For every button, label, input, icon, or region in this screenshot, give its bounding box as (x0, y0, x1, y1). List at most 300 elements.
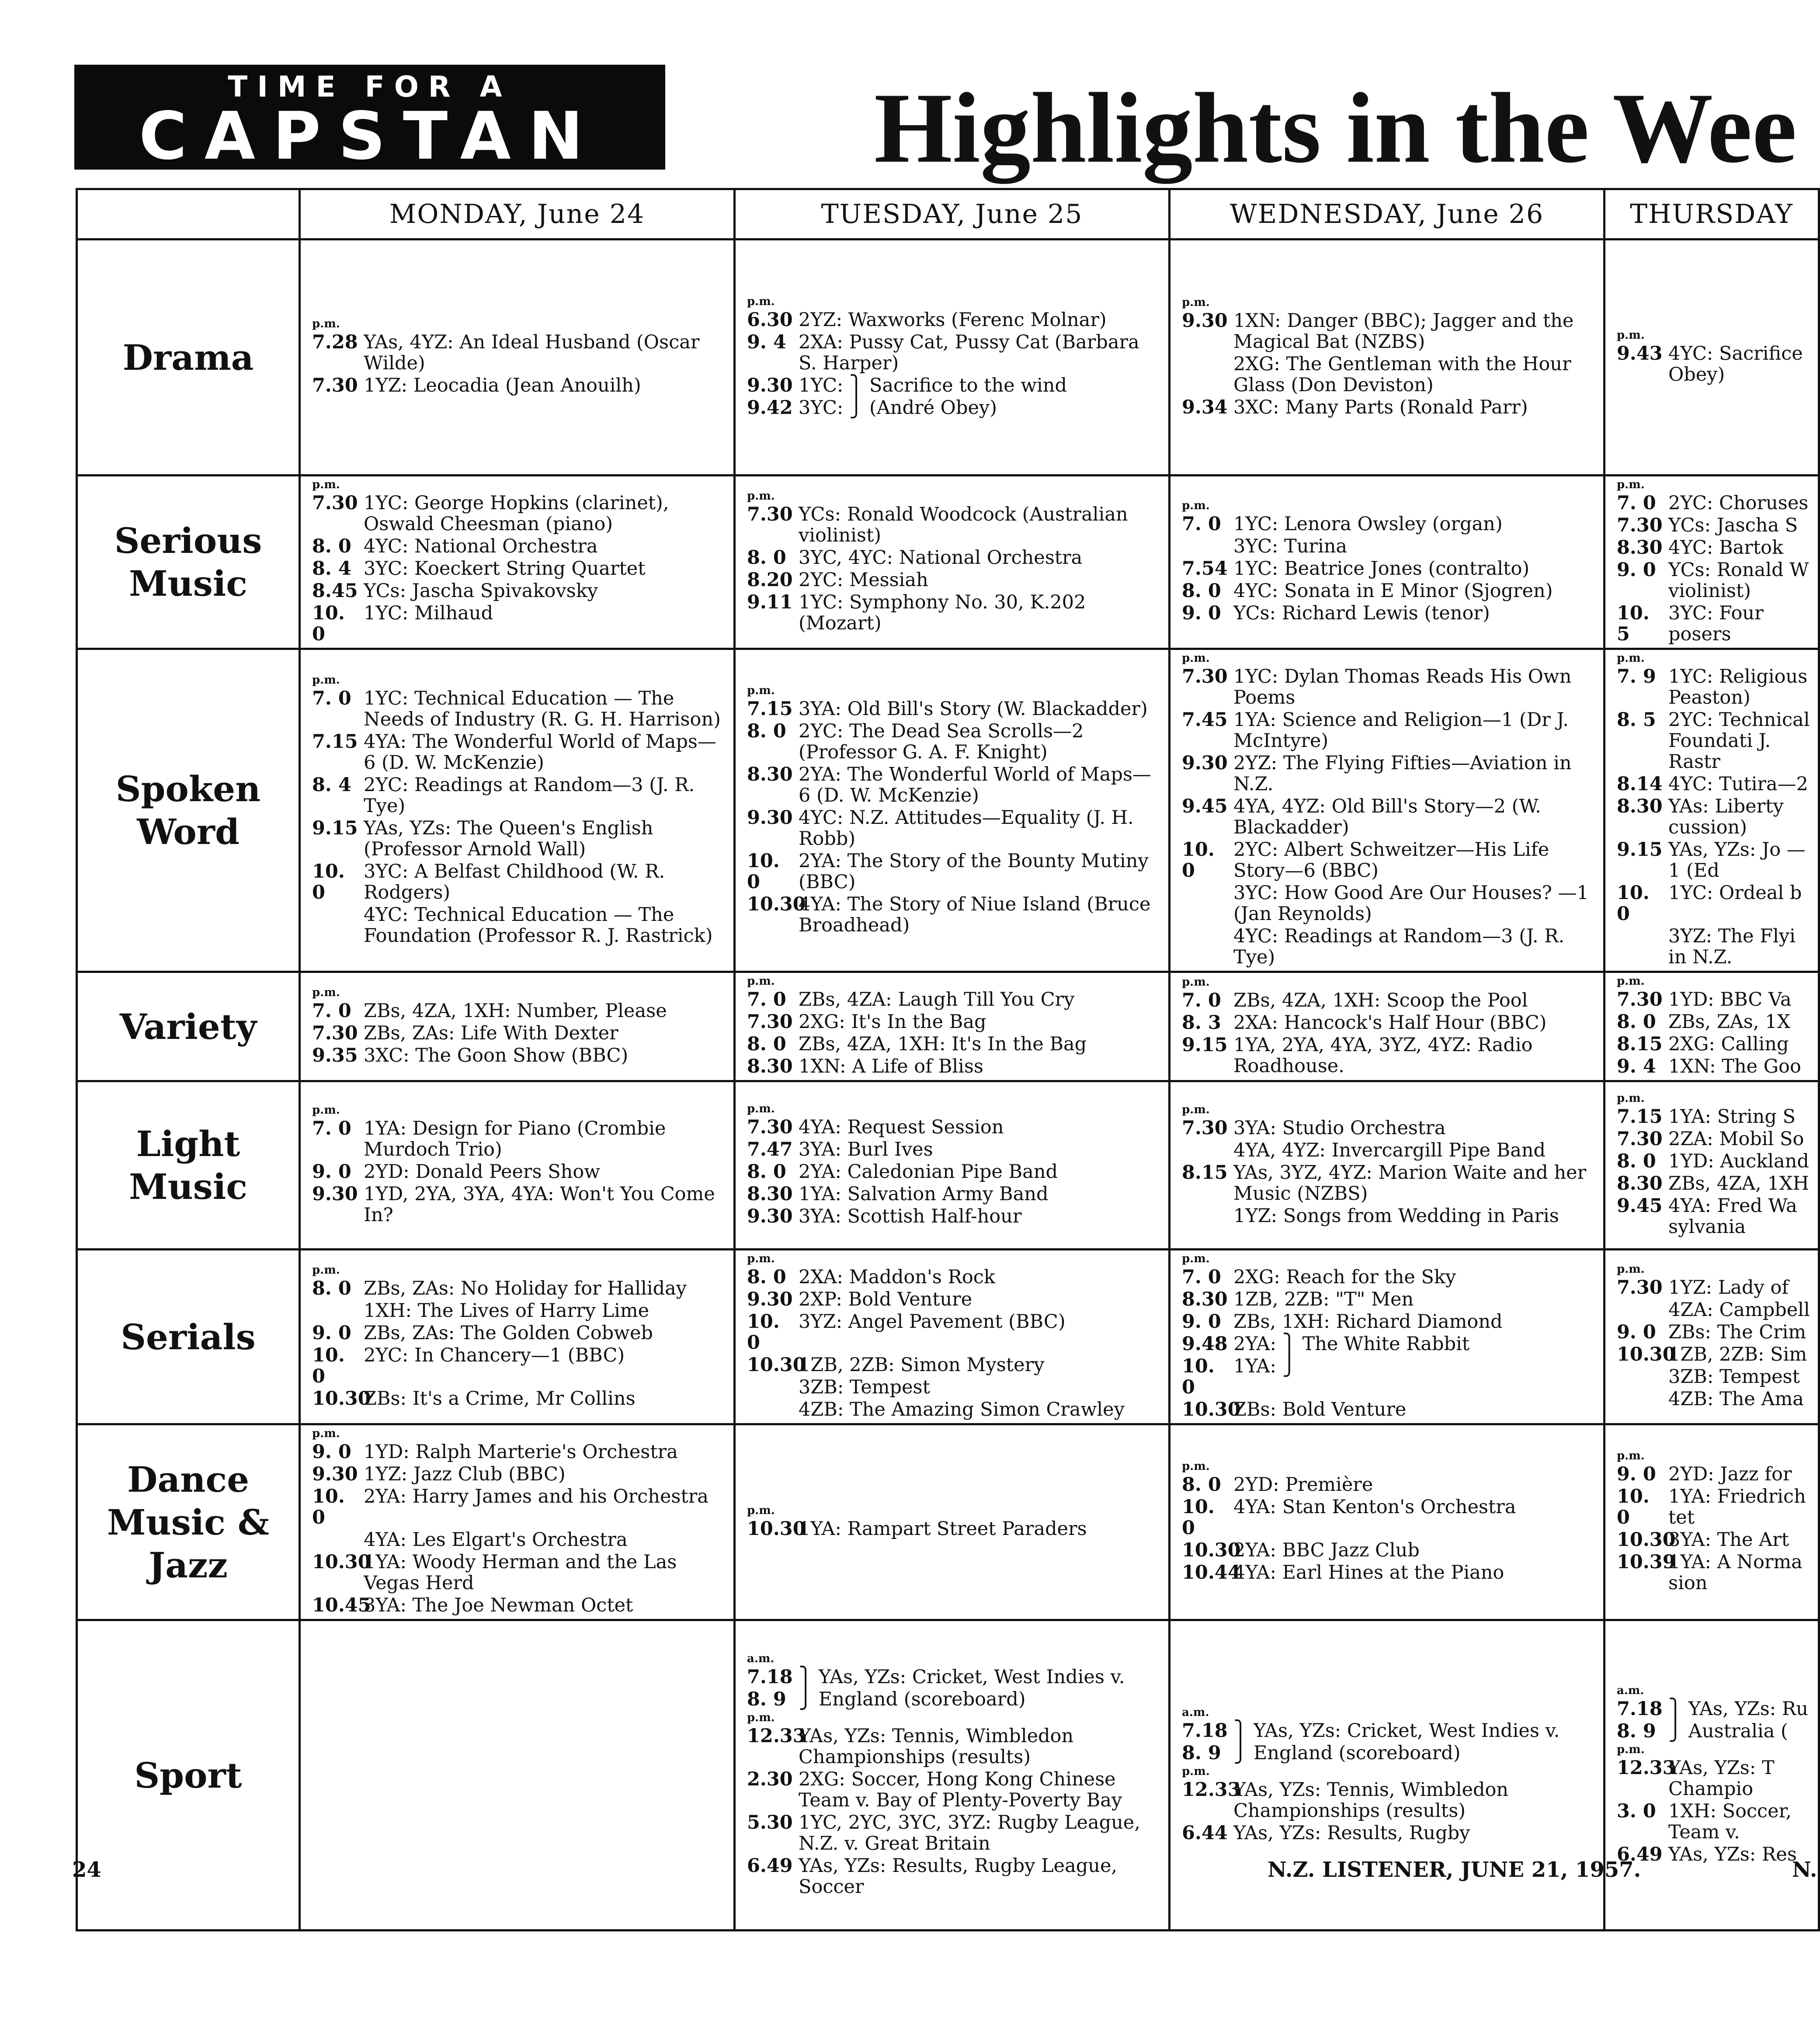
category-row (77, 649, 1819, 972)
programme-title: 1YC, 2YC, 3YC, 3YZ: Rugby League, N.Z. v. Great Britain (799, 1811, 1140, 1854)
programme-title: 4YC: Bartok (1668, 537, 1784, 559)
programme-title: ⎭ England (scoreboard) (799, 1688, 1026, 1710)
programme-entry (747, 894, 1161, 936)
programme-time: 9.30 (1182, 309, 1228, 332)
schedule-cell (735, 972, 1170, 1081)
programme-time: 9.30 (312, 1183, 358, 1205)
time-period-label: p.m. (747, 1252, 775, 1265)
programme-time: 7. 0 (1182, 1266, 1221, 1288)
programme-title: 2XG: Reach for the Sky (1233, 1266, 1456, 1288)
time-period-label: p.m. (1617, 478, 1645, 491)
footer-cut: N. (1792, 1858, 1817, 1882)
schedule-cell (1170, 972, 1605, 1081)
programme-time: 10.30 (747, 893, 806, 915)
programme-title: 1YD, 2YA, 3YA, 4YA: Won't You Come In? (364, 1183, 715, 1226)
programme-time: 2.30 (747, 1768, 793, 1790)
programme-time: 7.15 (312, 730, 358, 753)
programme-title: 1YC: ⎫ Sacrifice to the wind (799, 375, 1067, 396)
programme-time: 7. 0 (1182, 989, 1221, 1011)
programme-title: 4YC: Technical Education — The Foundation (Professor R. J. Rastrick) (364, 903, 713, 947)
programme-title: 3YC: Four posers (1668, 602, 1764, 645)
programme-title: 4YC: National Orchestra (364, 535, 598, 557)
programme-entry (312, 1278, 726, 1299)
programme-time: 7. 0 (312, 1118, 351, 1139)
programme-title: 1YZ: Songs from Wedding in Paris (1233, 1205, 1559, 1227)
programme-title: 2YD: Donald Peers Show (364, 1161, 601, 1183)
programme-title: YAs, YZs: Results, Rugby (1233, 1822, 1470, 1844)
programme-title: 2XG: Calling (1668, 1033, 1789, 1055)
programme-time: 8. 0 (1182, 1474, 1221, 1496)
category-label: Sport (77, 1620, 300, 1931)
programme-entry (1617, 1277, 1811, 1298)
programme-entry (1182, 1497, 1596, 1538)
programme-title: 4YA: The Wonderful World of Maps—6 (D. W. McKenzie) (364, 730, 716, 774)
category-row (77, 476, 1819, 649)
category-label: Serials (77, 1250, 300, 1424)
programme-time: 9. 0 (1182, 1311, 1221, 1333)
time-period-label: p.m. (312, 478, 340, 491)
programme-title: ZBs, ZAs: The Golden Cobweb (364, 1322, 653, 1344)
programme-title: ⎫ YAs, YZs: Cricket, West Indies v. (799, 1666, 1125, 1688)
time-period-label: p.m. (747, 295, 775, 308)
programme-time (747, 1399, 799, 1420)
schedule-cell (300, 972, 735, 1081)
programme-entry (312, 1552, 726, 1594)
programme-time: 9.15 (1182, 1034, 1228, 1056)
programme-entry (747, 397, 1161, 418)
programme-title: 2YA: The Wonderful World of Maps—6 (D. W. McKenzie) (799, 763, 1151, 806)
schedule-cell (300, 240, 735, 476)
programme-entry (312, 1441, 726, 1462)
programme-entry (747, 1289, 1161, 1310)
programme-time (1182, 354, 1233, 396)
programme-title: 1YA: ⎭ (1233, 1355, 1296, 1377)
programme-entry (1617, 1757, 1811, 1799)
programme-time: 8. 0 (747, 1161, 786, 1183)
schedule-cell (1170, 1620, 1605, 1931)
programme-title: 3YA: Studio Orchestra (1233, 1117, 1446, 1139)
programme-title: 3YZ: Angel Pavement (BBC) (799, 1311, 1066, 1333)
programme-title: 2YZ: Waxworks (Ferenc Molnar) (799, 309, 1107, 331)
time-period-label: p.m. (1182, 652, 1210, 665)
programme-time: 7.15 (747, 698, 793, 720)
programme-title: 4YA: Earl Hines at the Piano (1233, 1562, 1504, 1584)
programme-time: 6.30 (747, 309, 793, 331)
category-label: Light Music (77, 1081, 300, 1250)
programme-time: 10.30 (747, 1518, 806, 1540)
programme-title: 1YZ: Lady of (1668, 1277, 1789, 1299)
programme-time: 10. 5 (1617, 602, 1650, 645)
programme-entry (747, 1667, 1161, 1688)
page-headline: Highlights in the Wee (874, 72, 1797, 184)
programme-time: 8.30 (747, 1056, 793, 1077)
programme-time: 10. 0 (1617, 1486, 1650, 1528)
programme-title: 1YC: Symphony No. 30, K.202 (Mozart) (799, 591, 1086, 634)
programme-title: 3YC: How Good Are Our Houses? —1 (Jan Reynolds) (1233, 882, 1589, 925)
programme-title: ZBs, 4ZA, 1XH: Number, Please (364, 1000, 667, 1022)
advert-line-1: TIME FOR A (228, 70, 512, 104)
programme-entry (1182, 926, 1596, 968)
programme-time: 10. 0 (312, 1344, 345, 1387)
schedule-cell (1170, 649, 1605, 972)
programme-title: 2YC: Choruses (1668, 492, 1809, 514)
programme-entry (747, 570, 1161, 590)
programme-entry (1617, 537, 1811, 558)
programme-time: 5.30 (747, 1811, 793, 1834)
schedule-cell (1605, 1424, 1819, 1620)
programme-time: 9. 0 (312, 1322, 351, 1344)
programme-entry (747, 1056, 1161, 1077)
programme-time (1182, 1205, 1233, 1226)
programme-time: 10.44 (1182, 1562, 1241, 1584)
time-period-label: p.m. (747, 975, 775, 988)
footer-source: N.Z. LISTENER, JUNE 21, 1957. (1268, 1858, 1641, 1882)
programme-title: 1YD: BBC Va (1668, 989, 1792, 1011)
programme-title: 4ZB: The Ama (1668, 1388, 1804, 1410)
programme-time: 8. 0 (747, 1033, 786, 1055)
programme-time: 7. 9 (1617, 666, 1656, 688)
programme-time: 9.34 (1182, 396, 1228, 418)
programme-title: YAs, YZs: T Champio (1668, 1757, 1775, 1800)
programme-entry (312, 536, 726, 557)
schedule-cell (1605, 1620, 1819, 1931)
programme-title: 2YZ: The Flying Fifties—Aviation in N.Z. (1233, 752, 1572, 795)
programme-title: YCs: Ronald W violinist) (1668, 559, 1809, 602)
schedule-cell (1170, 1250, 1605, 1424)
programme-time: 7.18 (1182, 1719, 1228, 1742)
category-label: Drama (77, 240, 300, 476)
schedule-grid (76, 188, 1818, 1898)
programme-entry (747, 1689, 1161, 1710)
time-period-label: p.m. (747, 684, 775, 697)
programme-entry (312, 1486, 726, 1528)
programme-entry (312, 1595, 726, 1616)
schedule-cell (1170, 240, 1605, 476)
programme-title: 1XN: Danger (BBC); Jagger and the Magical Bat (NZBS) (1233, 309, 1574, 353)
programme-time: 9.45 (1617, 1195, 1663, 1217)
programme-title: 4YA, 4YZ: Old Bill's Story—2 (W. Blackadder) (1233, 795, 1541, 838)
programme-entry (1617, 1552, 1811, 1594)
programme-time (1182, 536, 1233, 557)
programme-entry (1182, 753, 1596, 795)
programme-time: 9.30 (747, 1205, 793, 1227)
programme-time: 8.20 (747, 569, 793, 591)
programme-entry (747, 1011, 1161, 1032)
programme-title: 1YA: Design for Piano (Crombie Murdoch Trio) (364, 1118, 666, 1160)
programme-entry (312, 731, 726, 773)
programme-time: 8.15 (1617, 1033, 1663, 1055)
programme-entry (1617, 1464, 1811, 1485)
programme-entry (1182, 1289, 1596, 1310)
programme-time (1182, 882, 1233, 924)
programme-title: 4YA: The Story of Niue Island (Bruce Broadhead) (799, 893, 1151, 936)
programme-entry (747, 504, 1161, 546)
programme-title: 3YA: The Art (1668, 1529, 1789, 1551)
time-period-label: p.m. (1617, 652, 1645, 665)
programme-title: 3XC: Many Parts (Ronald Parr) (1233, 396, 1528, 418)
programme-time: 9. 0 (1617, 1463, 1656, 1485)
programme-time: 7.18 (747, 1666, 793, 1688)
programme-time: 6.49 (747, 1854, 793, 1877)
programme-entry (312, 688, 726, 730)
programme-title: 1XH: Soccer, Team v. (1668, 1800, 1792, 1843)
programme-time: 6.44 (1182, 1822, 1228, 1844)
programme-time: 9. 4 (747, 331, 786, 353)
schedule-cell (1605, 1081, 1819, 1250)
time-period-label: p.m. (312, 673, 340, 687)
schedule-cell (1170, 1081, 1605, 1250)
programme-entry (1182, 1205, 1596, 1226)
programme-entry (312, 1529, 726, 1550)
programme-time (1617, 1299, 1668, 1320)
programme-title: 1YC: Lenora Owsley (organ) (1233, 513, 1503, 535)
programme-title: YAs, YZs: Jo —1 (Ed (1668, 839, 1806, 882)
schedule-cell (300, 1250, 735, 1424)
programme-title: 4YA: Stan Kenton's Orchestra (1233, 1496, 1516, 1518)
programme-entry (1617, 1056, 1811, 1077)
programme-time: 7.30 (312, 375, 358, 396)
time-period-label: p.m. (747, 489, 775, 503)
programme-title: ZBs: The Crim (1668, 1321, 1806, 1343)
time-period-label: p.m. (1617, 328, 1645, 342)
programme-entry (1182, 1118, 1596, 1139)
programme-entry (312, 375, 726, 396)
programme-time: 9.15 (1617, 839, 1663, 861)
programme-entry (312, 603, 726, 645)
programme-entry (1182, 1035, 1596, 1077)
programme-title: 1YC: Dylan Thomas Reads His Own Poems (1233, 666, 1572, 708)
programme-title: 2XA: Hancock's Half Hour (BBC) (1233, 1011, 1547, 1034)
programme-entry (747, 764, 1161, 806)
programme-entry (747, 1812, 1161, 1854)
programme-entry (1617, 1698, 1811, 1719)
programme-time: 7.30 (312, 1022, 358, 1044)
day-header: WEDNESDAY, June 26 (1170, 189, 1605, 240)
programme-title: 1YC: Technical Education — The Needs of Industry (R. G. H. Harrison) (364, 687, 721, 730)
programme-title: 1YA: Science and Religion—1 (Dr J. McIntyre) (1233, 709, 1569, 752)
programme-entry (1182, 709, 1596, 751)
programme-time: 9.30 (1182, 752, 1228, 774)
programme-title: 1YC: Religious Peaston) (1668, 666, 1808, 708)
programme-time: 8. 0 (1182, 580, 1221, 602)
programme-entry (1182, 666, 1596, 708)
programme-time: 8. 0 (312, 1277, 351, 1299)
programme-entry (1182, 1743, 1596, 1764)
programme-entry (1617, 1322, 1811, 1343)
programme-title: YAs: Liberty cussion) (1668, 795, 1784, 838)
programme-entry (1182, 1162, 1596, 1204)
programme-entry (747, 547, 1161, 568)
programme-title: ⎫ YAs, YZs: Cricket, West Indies v. (1233, 1719, 1560, 1742)
programme-title: 2YC: Technical Foundati J. Rastr (1668, 709, 1810, 773)
programme-time: 8.30 (1617, 795, 1663, 817)
programme-title: 2YA: ⎫ The White Rabbit (1233, 1333, 1470, 1355)
programme-entry (1182, 514, 1596, 535)
programme-time: 10. 0 (1617, 882, 1650, 925)
page-number: 24 (72, 1858, 101, 1882)
programme-time: 8. 0 (747, 720, 786, 742)
programme-title: 1YZ: Jazz Club (BBC) (364, 1463, 566, 1485)
programme-entry (1617, 559, 1811, 601)
programme-entry (747, 1161, 1161, 1182)
day-header: MONDAY, June 24 (300, 189, 735, 240)
programme-entry (312, 558, 726, 579)
programme-title: 3YZ: The Flyi in N.Z. (1668, 925, 1796, 968)
programme-time: 7.30 (1617, 1128, 1663, 1150)
programme-entry (747, 1399, 1161, 1420)
programme-time: 7.47 (747, 1139, 793, 1160)
programme-time: 8. 9 (747, 1688, 786, 1710)
programme-entry (1617, 1173, 1811, 1194)
programme-entry (1617, 1344, 1811, 1365)
programme-title: 1YD: Ralph Marterie's Orchestra (364, 1441, 678, 1463)
programme-time: 3. 0 (1617, 1800, 1656, 1822)
category-row (77, 240, 1819, 476)
programme-title: YCs: Richard Lewis (tenor) (1233, 602, 1490, 624)
programme-title: 3YC, 4YC: National Orchestra (799, 546, 1083, 569)
programme-time: 8.30 (747, 763, 793, 785)
programme-entry (1617, 1011, 1811, 1032)
programme-entry (1617, 493, 1811, 514)
programme-time: 9. 0 (1617, 559, 1656, 581)
programme-title: 1YA: Rampart Street Paraders (799, 1518, 1087, 1540)
advert-line-2: CAPSTAN (139, 98, 601, 174)
programme-time: 12.33 (1617, 1757, 1676, 1779)
programme-title: 2XP: Bold Venture (799, 1288, 973, 1310)
time-period-label: p.m. (747, 1711, 775, 1724)
programme-time: 7.18 (1617, 1698, 1663, 1720)
programme-title: 1ZB, 2ZB: "T" Men (1233, 1288, 1414, 1310)
programme-title: YCs: Jascha S (1668, 514, 1798, 536)
time-period-label: p.m. (1617, 1092, 1645, 1105)
programme-time: 8. 0 (312, 535, 351, 557)
schedule-cell (1605, 476, 1819, 649)
programme-time: 7.30 (1617, 1277, 1663, 1299)
programme-title: 3YC: A Belfast Childhood (W. R. Rodgers) (364, 860, 665, 903)
programme-time: 9. 0 (312, 1441, 351, 1463)
programme-time: 8.30 (1617, 537, 1663, 559)
programme-time: 8. 4 (312, 774, 351, 796)
programme-title: 4YA: Fred Wa sylvania (1668, 1195, 1797, 1238)
programme-entry (312, 1045, 726, 1066)
capstan-advert (74, 65, 665, 174)
category-row (77, 1620, 1819, 1931)
programme-entry (312, 1464, 726, 1485)
programme-time: 10.30 (1617, 1344, 1676, 1365)
programme-time: 9.30 (312, 1463, 358, 1485)
time-period-label: a.m. (1617, 1684, 1644, 1697)
category-row (77, 1081, 1819, 1250)
programme-entry (747, 375, 1161, 396)
programme-time: 10. 0 (312, 860, 345, 903)
programme-entry (1182, 397, 1596, 418)
programme-title: YCs: Ronald Woodcock (Australian violinist) (799, 503, 1128, 546)
programme-title: 2YC: Albert Schweitzer—His Life Story—6 (BBC) (1233, 839, 1549, 882)
programme-title: 3YA: The Joe Newman Octet (364, 1594, 633, 1616)
programme-entry (1617, 1366, 1811, 1387)
programme-entry (1182, 796, 1596, 838)
programme-entry (1182, 310, 1596, 352)
programme-time: 7. 0 (747, 989, 786, 1011)
programme-time: 9.48 (1182, 1333, 1228, 1355)
programme-time: 8.45 (312, 580, 358, 602)
schedule-cell (735, 1424, 1170, 1620)
programme-time: 8.15 (1182, 1161, 1228, 1184)
programme-time: 9.45 (1182, 795, 1228, 817)
programme-time: 7. 0 (312, 687, 351, 709)
programme-title: 4YC: Sacrifice Obey) (1668, 342, 1803, 385)
schedule-cell (1605, 1250, 1819, 1424)
programme-entry (1182, 1311, 1596, 1332)
schedule-cell (1605, 240, 1819, 476)
programme-entry (1182, 990, 1596, 1011)
programme-title: 2YC: In Chancery—1 (BBC) (364, 1344, 625, 1366)
programme-time: 7.30 (747, 1116, 793, 1138)
programme-entry (312, 1118, 726, 1160)
programme-time: 10.30 (747, 1354, 806, 1376)
programme-time: 7. 0 (1182, 513, 1221, 535)
programme-entry (747, 1117, 1161, 1138)
programme-entry (312, 1323, 726, 1344)
programme-time: 10.39 (1617, 1551, 1676, 1573)
programme-time: 10.30 (1182, 1539, 1241, 1561)
programme-entry (1182, 558, 1596, 579)
programme-title: ⎭ England (scoreboard) (1233, 1742, 1461, 1764)
programme-title: 2YD: Jazz for (1668, 1463, 1792, 1485)
schedule-cell (735, 1081, 1170, 1250)
programme-time: 9.35 (312, 1044, 358, 1066)
programme-entry (312, 1345, 726, 1387)
programme-title: 3YC: Turina (1233, 535, 1348, 557)
programme-entry (1182, 1540, 1596, 1561)
programme-time: 12.33 (1182, 1778, 1241, 1801)
time-period-label: p.m. (1617, 1263, 1645, 1276)
programme-time: 10. 0 (747, 850, 780, 893)
programme-time: 8.30 (1182, 1288, 1228, 1310)
programme-entry (747, 332, 1161, 374)
time-period-label: p.m. (1617, 1743, 1645, 1756)
programme-title: YAs, YZs: Results, Rugby League, Soccer (799, 1854, 1118, 1898)
programme-entry (1182, 1267, 1596, 1288)
programme-time: 10.30 (312, 1551, 371, 1573)
programme-time: 10. 0 (1182, 1496, 1215, 1539)
programme-entry (312, 1184, 726, 1226)
programme-title: ZBs, 4ZA, 1XH: Scoop the Pool (1233, 989, 1528, 1011)
programme-entry (1182, 536, 1596, 557)
programme-time: 6.49 (1617, 1844, 1663, 1865)
programme-entry (312, 332, 726, 374)
schedule-table (76, 188, 1820, 1931)
programme-time: 7.54 (1182, 558, 1228, 580)
programme-time: 7.30 (747, 503, 793, 525)
programme-time: 7. 0 (312, 1000, 351, 1022)
programme-title: 3ZB: Tempest (799, 1376, 930, 1398)
programme-title: 3YC: Koeckert String Quartet (364, 558, 646, 580)
programme-entry (747, 1206, 1161, 1227)
programme-entry (1182, 1140, 1596, 1161)
programme-entry (1617, 989, 1811, 1010)
programme-time: 7.30 (1617, 514, 1663, 536)
category-row (77, 1250, 1819, 1424)
programme-time (312, 1300, 364, 1321)
programme-entry (1617, 1034, 1811, 1055)
time-period-label: a.m. (1182, 1705, 1209, 1719)
schedule-cell (735, 1250, 1170, 1424)
programme-title: 2YC: The Dead Sea Scrolls—2 (Professor G. A. F. Knight) (799, 720, 1084, 763)
programme-entry (747, 1267, 1161, 1288)
programme-title: ZBs, ZAs, 1X (1668, 1011, 1791, 1033)
programme-title: 2YD: Première (1233, 1474, 1373, 1496)
